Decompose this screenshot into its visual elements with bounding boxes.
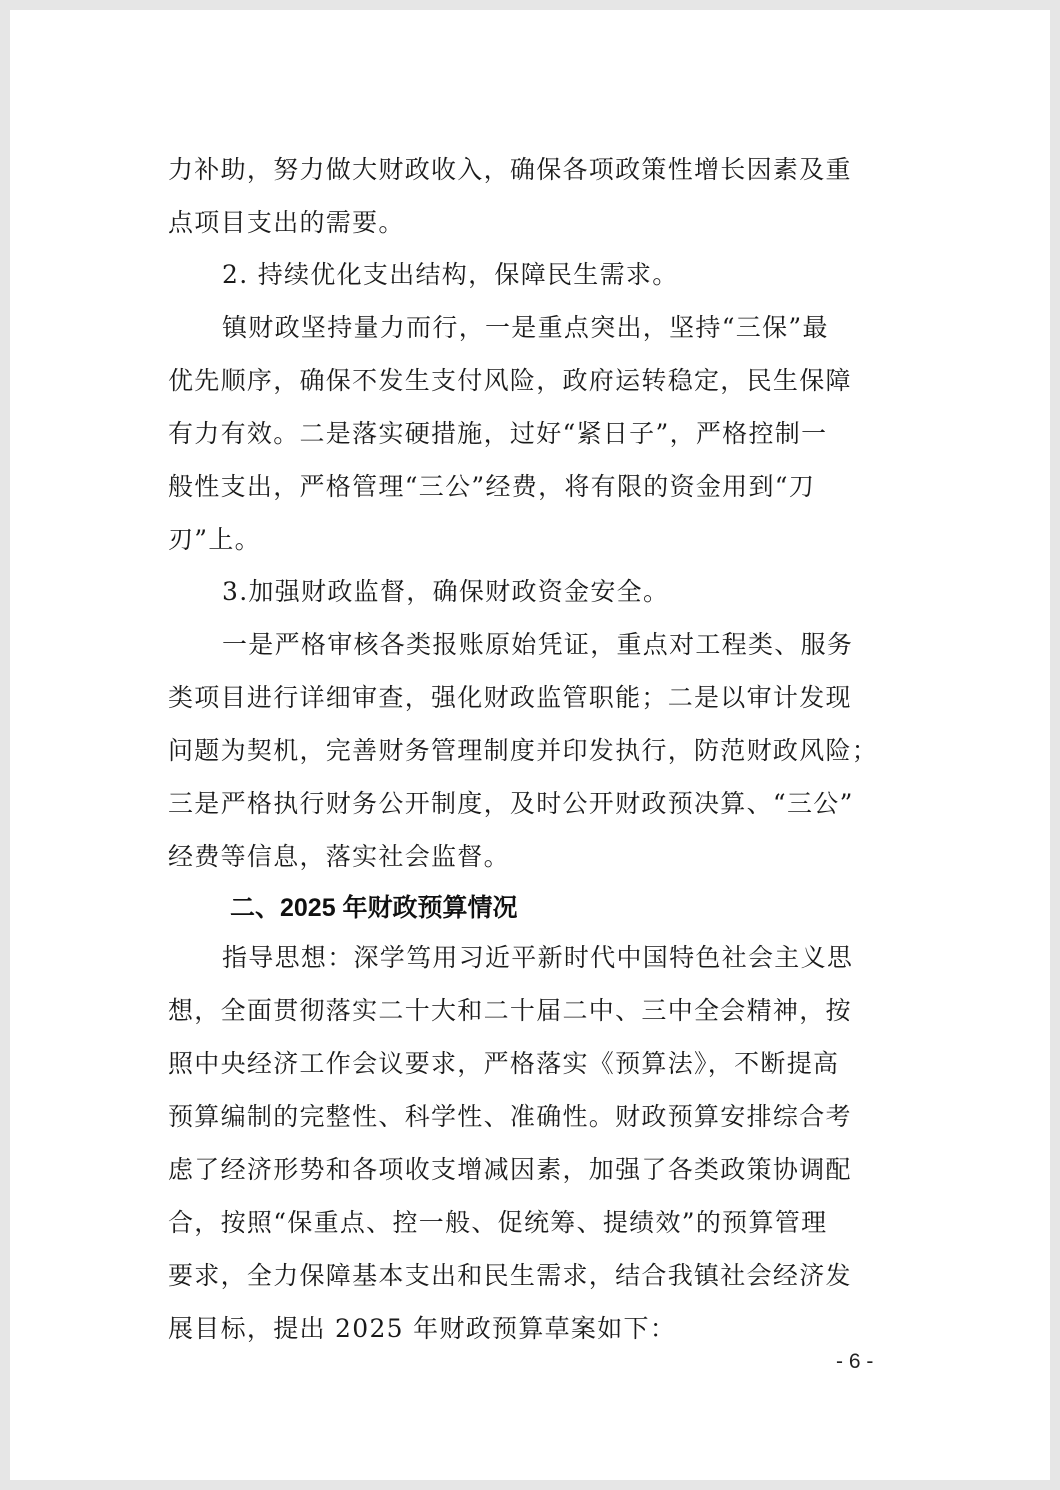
body-line: 想，全面贯彻落实二十大和二十届二中、三中全会精神，按 (168, 996, 852, 1025)
body-line: 刃”上。 (168, 525, 261, 554)
body-line: 类项目进行详细审查，强化财政监管职能；二是以审计发现 (168, 683, 852, 712)
body-line: 预算编制的完整性、科学性、准确性。财政预算安排综合考 (168, 1102, 852, 1131)
body-line: 优先顺序，确保不发生支付风险，政府运转稳定，民生保障 (168, 366, 852, 395)
body-line: 虑了经济形势和各项收支增减因素，加强了各类政策协调配 (168, 1155, 852, 1184)
page-number: - 6 - (836, 1350, 874, 1373)
body-line: 展目标，提出 2025 年财政预算草案如下： (168, 1314, 677, 1343)
body-line: 三是严格执行财务公开制度，及时公开财政预决算、“三公” (168, 789, 854, 818)
document-page (10, 10, 1050, 1480)
subsection-heading-2: 2. 持续优化支出结构，保障民生需求。 (222, 260, 679, 289)
body-line: 有力有效。二是落实硬措施，过好“紧日子”，严格控制一 (168, 419, 828, 448)
body-line: 般性支出，严格管理“三公”经费，将有限的资金用到“刀 (168, 472, 816, 501)
body-line: 照中央经济工作会议要求，严格落实《预算法》，不断提高 (168, 1049, 840, 1078)
body-line: 要求，全力保障基本支出和民生需求，结合我镇社会经济发 (168, 1261, 852, 1290)
body-line: 经费等信息，落实社会监督。 (168, 842, 510, 871)
body-line: 镇财政坚持量力而行，一是重点突出，坚持“三保”最 (222, 313, 829, 342)
body-line: 合，按照“保重点、控一般、促统筹、提绩效”的预算管理 (168, 1208, 828, 1237)
body-line: 力补助，努力做大财政收入，确保各项政策性增长因素及重 (168, 155, 852, 184)
body-line: 点项目支出的需要。 (168, 208, 405, 237)
subsection-heading-3: 3.加强财政监督，确保财政资金安全。 (222, 577, 670, 606)
body-line: 指导思想：深学笃用习近平新时代中国特色社会主义思 (222, 943, 854, 972)
body-line: 问题为契机，完善财务管理制度并印发执行，防范财政风险； (168, 736, 879, 765)
body-line: 一是严格审核各类报账原始凭证，重点对工程类、服务 (222, 630, 854, 659)
section-heading: 二、2025 年财政预算情况 (230, 894, 518, 922)
